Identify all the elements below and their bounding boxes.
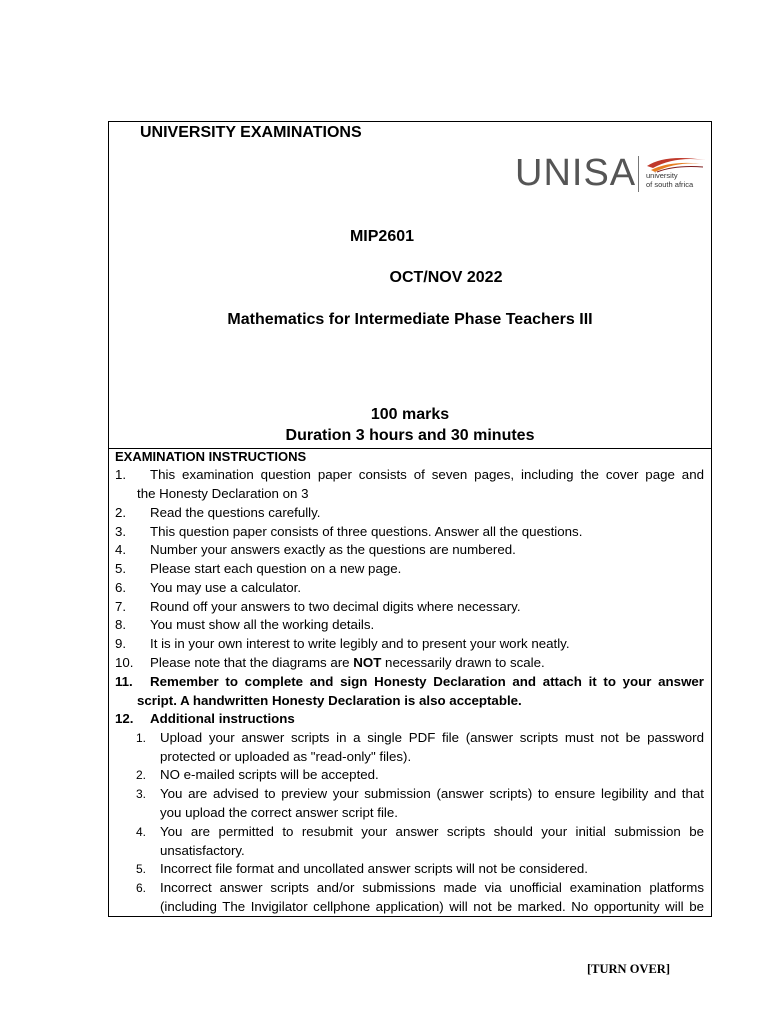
exam-label: UNIVERSITY EXAMINATIONS (140, 124, 362, 141)
course-code: MIP2601 (349, 228, 415, 245)
instructions-heading: EXAMINATION INSTRUCTIONS (115, 449, 307, 464)
total-marks: 100 marks (370, 406, 450, 423)
cover-section (109, 122, 711, 449)
exam-session: OCT/NOV 2022 (389, 269, 503, 286)
unisa-logo (515, 148, 705, 198)
logo-separator (638, 156, 639, 192)
turn-over-note: [TURN OVER] (587, 962, 670, 976)
course-title: Mathematics for Intermediate Phase Teachers III (227, 311, 593, 328)
logo-wordmark: UNISA (515, 152, 637, 194)
exam-cover-frame: UNIVERSITY EXAMINATIONS UNISA university of south africa MIP2601 OCT/NOV 2022 Mathematics for Intermediate Phase Teachers III 100 marks Duration 3 hours and 30 minutes EXAMINATION INSTRUCTIONS 1. This examination question paper consists of seven pages, including the cover page and the Honesty Declaration on 3 2. Read the questions carefully. 3. This question paper consists of three questions. Answer all the questions. 4. Number your answers exactly as the questions are numbered. 5. Please start each question on a new page. 6. You may use a calculator. 7. Round off your answers to two decimal digits where necessary. 8. You must show all the working details. 9. It is in your own interest to write legibly and to present your work neatly. 10. Please note that the diagrams are NOT necessarily drawn to scale. 11. Remember to complete and sign Honesty Declaration and attach it to your answer script. A handwritten Honesty Declaration is also acceptable. 12. Additional instructions 1. Upload your answer scripts in a single PDF file (answer scripts must not be password protected or uploaded as "read-only" files). 2. NO e-mailed scripts will be accepted. 3. You are advised to preview your submission (answer scripts) to ensure legibility and that you upload the correct answer script file. 4. You are permitted to resubmit your answer scripts should your initial submission be unsatisfactory. 5. Incorrect file format and uncollated answer scripts will not be considered. 6. Incorrect answer scripts and/or submissions made via unofficial examination platforms (including The Invigilator cellphone application) will not be marked. No opportunity will be (108, 121, 712, 917)
exam-duration: Duration 3 hours and 30 minutes (285, 427, 535, 444)
logo-subtitle: university of south africa (646, 171, 694, 189)
